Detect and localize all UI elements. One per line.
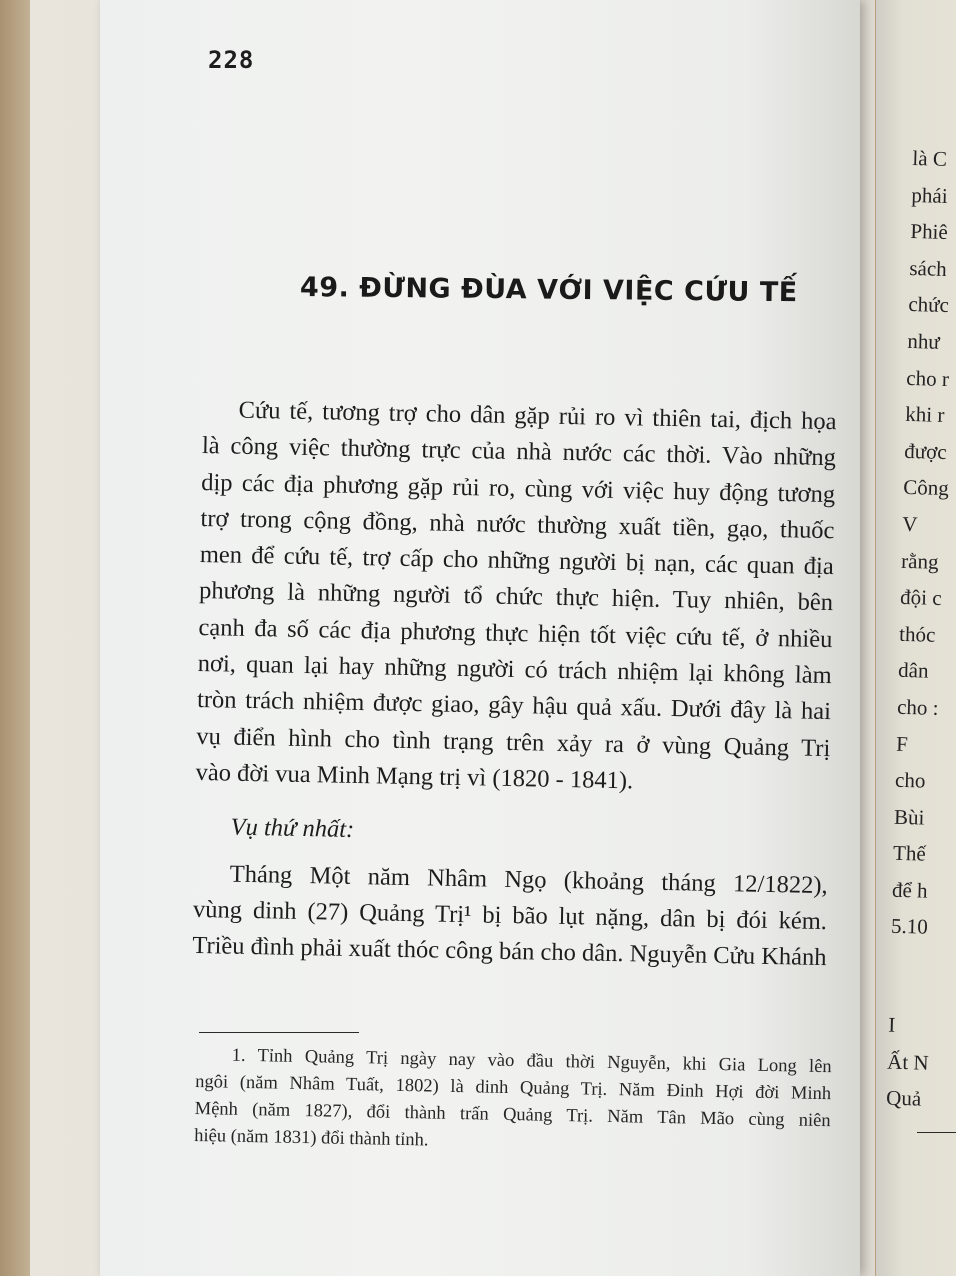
facing-line: Phiê bbox=[910, 219, 949, 245]
facing-line: được bbox=[903, 438, 947, 464]
footnote bbox=[194, 1042, 832, 1162]
facing-line: Bùi bbox=[893, 804, 925, 830]
facing-line: cho r bbox=[906, 365, 950, 391]
section-subheading: Vụ thứ nhất: bbox=[230, 813, 355, 844]
text-line: Triều đình phải xuất thóc công bán cho dân. Nguyễn Cửu Khánh bbox=[192, 932, 827, 972]
facing-line: dân bbox=[897, 658, 929, 683]
footnote-line: hiệu (năm 1831) đổi thành tỉnh. bbox=[194, 1125, 429, 1151]
text-line: vùng dinh (27) Quảng Trị¹ bị bão lụt nặng, dân bị đói kém. bbox=[192, 895, 828, 935]
facing-line: phái bbox=[911, 182, 948, 208]
text-line: Cứu tế, tương trợ cho dân gặp rủi ro vì thiên tai, địch họa bbox=[238, 396, 837, 436]
facing-gap bbox=[889, 945, 936, 1008]
facing-line: V bbox=[901, 511, 918, 537]
text-line: vụ điển hình cho tình trạng trên xảy ra ở vùng Quảng Trị bbox=[196, 722, 831, 762]
footnote-line: 1. Tỉnh Quảng Trị ngày nay vào đầu thời Nguyễn, khi Gia Long lên bbox=[231, 1045, 832, 1078]
facing-line: F bbox=[895, 731, 909, 756]
facing-line: Công bbox=[902, 475, 950, 501]
facing-line: cho bbox=[894, 767, 926, 793]
facing-line: là C bbox=[912, 145, 948, 171]
chapter-title: 49. ĐỪNG ĐÙA VỚI VIỆC CỨU TẾ bbox=[299, 272, 798, 309]
text-line: Tháng Một năm Nhâm Ngọ (khoảng tháng 12/1822), bbox=[229, 860, 828, 899]
facing-line: cho : bbox=[896, 694, 939, 720]
text-line: nơi, quan lại hay những người có trách nhiệm lại không làm bbox=[197, 650, 832, 690]
facing-footnote-divider bbox=[917, 1132, 956, 1133]
facing-line: rằng bbox=[900, 548, 939, 574]
facing-line: I bbox=[887, 1012, 896, 1037]
body-text bbox=[192, 392, 837, 977]
facing-line: 5.10 bbox=[890, 914, 929, 940]
facing-line: khi r bbox=[905, 402, 945, 428]
footnote-line: ngôi (năm Nhâm Tuất, 1802) là dinh Quảng Trị. Năm Đinh Hợi đời Minh bbox=[195, 1071, 832, 1105]
facing-line: thóc bbox=[898, 621, 936, 647]
facing-line: Thế bbox=[892, 841, 927, 866]
text-line: dịp các địa phương gặp rủi ro, cùng với việc huy động tương bbox=[201, 468, 836, 508]
text-line: tròn trách nhiệm được giao, gây hậu quả xấu. Dưới đây là hai bbox=[196, 686, 832, 726]
facing-line: Quả bbox=[885, 1085, 922, 1111]
text-line: men để cứu tế, trợ cấp cho những người bị nạn, các quan địa bbox=[199, 541, 835, 581]
facing-line: như bbox=[907, 328, 941, 354]
facing-line: Ất N bbox=[886, 1049, 930, 1075]
facing-line: chức bbox=[908, 292, 950, 318]
text-line: vào đời vua Minh Mạng trị vì (1820 - 1841). bbox=[195, 758, 634, 795]
facing-line: đội c bbox=[899, 584, 942, 611]
facing-line: sách bbox=[909, 255, 948, 281]
text-line: trợ trong cộng đồng, nhà nước thường xuất tiền, gạo, thuốc bbox=[200, 504, 835, 545]
page-number: 228 bbox=[208, 46, 255, 74]
text-line: là công việc thường trực của nhà nước các thời. Vào những bbox=[201, 432, 837, 472]
text-line: cạnh đa số các địa phương thực hiện tốt việc cứu tế, ở nhiều bbox=[198, 613, 833, 653]
footnote-line: Mệnh (năm 1827), đổi thành trấn Quảng Trị. Năm Tân Mão cùng niên bbox=[194, 1098, 831, 1132]
facing-line: để h bbox=[891, 877, 928, 903]
text-line: phương là những người tổ chức thực hiện. Tuy nhiên, bên bbox=[198, 577, 834, 617]
footnote-divider bbox=[199, 1032, 359, 1033]
